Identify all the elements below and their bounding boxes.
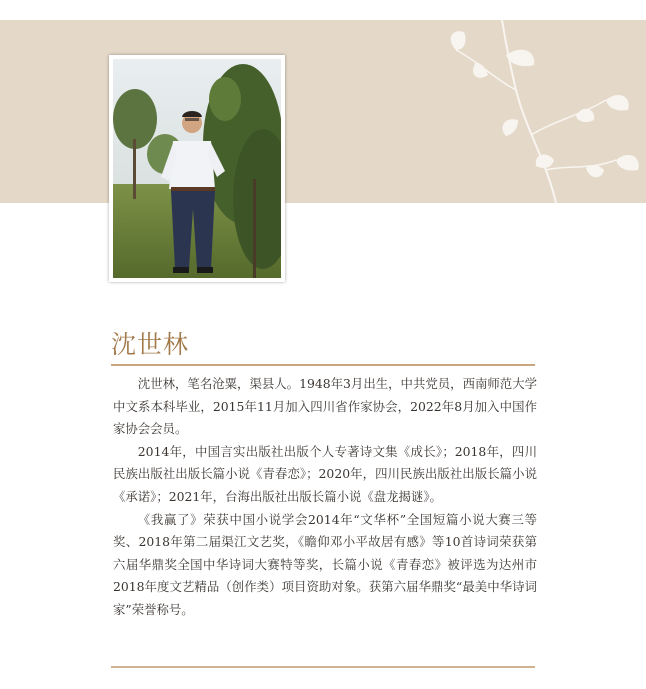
author-biography	[113, 373, 537, 622]
portrait-photo	[113, 59, 281, 278]
author-photo	[109, 55, 285, 282]
bio-paragraph-1: 沈世林，笔名沧粟，渠县人。1948年3月出生，中共党员，西南师范大学中文系本科毕业，2015年11月加入四川省作家协会，2022年8月加入中国作家协会会员。	[113, 376, 537, 437]
author-name: 沈世林	[111, 330, 190, 359]
bio-paragraph-2: 2014年，中国言实出版社出版个人专著诗文集《成长》；2018年，四川民族出版社出版长篇小说《青春恋》；2020年，四川民族出版社出版长篇小说《承诺》；2021年，台海出版社出版长篇小说《盘龙揭谜》。	[113, 443, 537, 504]
vine-decoration-icon	[406, 20, 646, 203]
title-divider	[111, 364, 535, 366]
bio-paragraph-3: 《我赢了》荣获中国小说学会2014年“文华杯”全国短篇小说大赛三等奖、2018年第二届渠江文艺奖，《瞻仰邓小平故居有感》等10首诗词荣获第六届华鼎奖全国中华诗词大赛特等奖，长篇小说《青春恋》被评选为达州市2018年度文艺精品（创作类）项目资助对象。获第六届华鼎奖“最美中华诗词家”荣誉称号。	[113, 511, 537, 617]
bottom-divider	[111, 666, 535, 668]
